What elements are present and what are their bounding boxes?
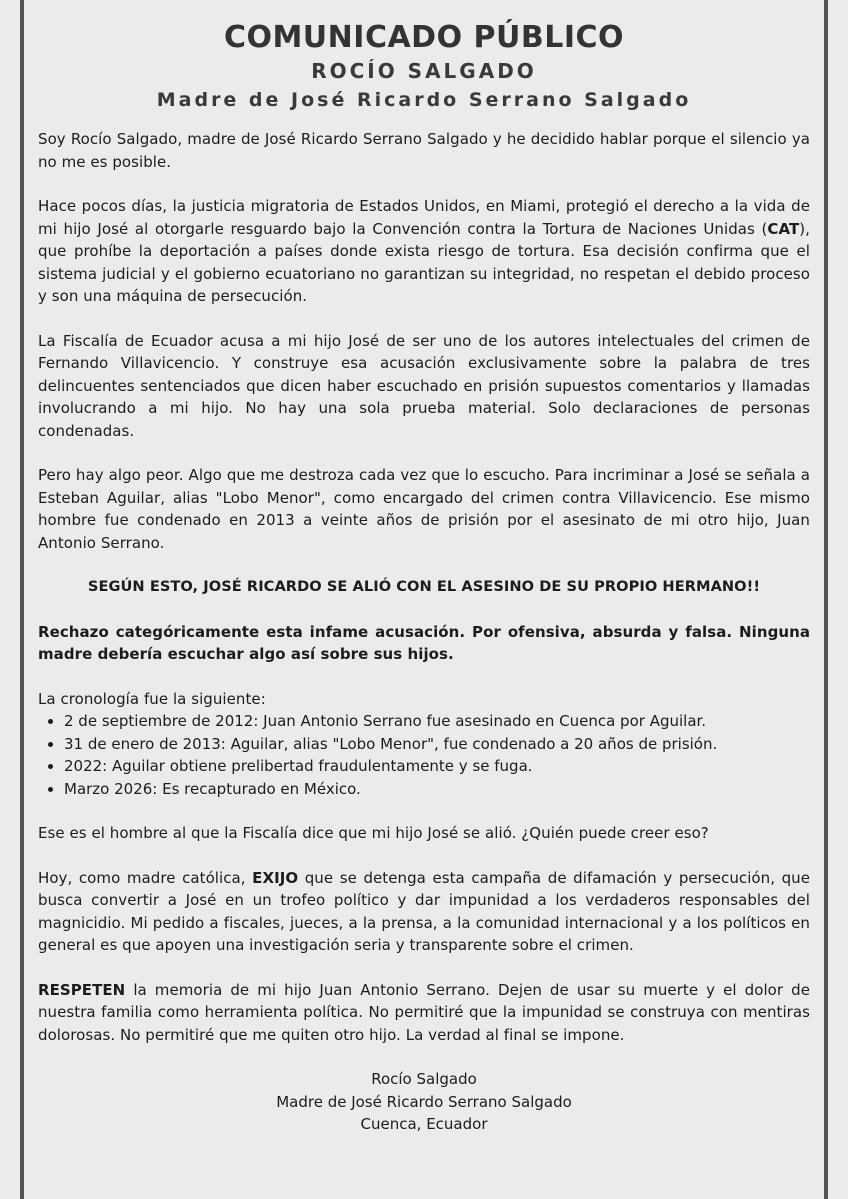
paragraph-text: Hoy, como madre católica, xyxy=(38,868,253,887)
document-page xyxy=(38,18,810,1136)
left-border-rule xyxy=(20,0,24,1199)
paragraph-accusation: La Fiscalía de Ecuador acusa a mi hijo José de ser uno de los autores intelectuales del crimen de Fernando Villavicencio. Y construye esa acusación exclusivamente sobre la palabra de tres delincuentes sentenciados que dicen haber escuchado en prisión supuestos comentarios y llamadas involucrando a mi hijo. No hay una sola prueba material. Solo declaraciones de personas condenadas. xyxy=(38,331,810,440)
signature-block xyxy=(38,1068,810,1136)
author-subtitle: Madre de José Ricardo Serrano Salgado xyxy=(156,89,692,111)
timeline-item: • 2022: Aguilar obtiene prelibertad fraudulentamente y se fuga. xyxy=(64,755,810,778)
timeline-list xyxy=(38,710,810,800)
cat-acronym: CAT xyxy=(767,219,800,238)
signature-name: Rocío Salgado xyxy=(371,1070,477,1088)
document-title: COMUNICADO PÚBLICO xyxy=(223,20,625,55)
timeline-intro: La cronología fue la siguiente: xyxy=(38,689,266,708)
exijo-emphasis: EXIJO xyxy=(252,868,299,887)
right-border-rule xyxy=(824,0,828,1199)
paragraph-rejection: Rechazo categóricamente esta infame acusación. Por ofensiva, absurda y falsa. Ninguna madre debería escuchar algo así sobre sus hijos. xyxy=(38,622,810,663)
signature-place: Cuenca, Ecuador xyxy=(360,1115,488,1133)
timeline-item: • 31 de enero de 2013: Aguilar, alias "Lobo Menor", fue condenado a 20 años de prisión. xyxy=(64,733,810,756)
paragraph-intro: Soy Rocío Salgado, madre de José Ricardo Serrano Salgado y he decidido hablar porque el silencio ya no me es posible. xyxy=(38,130,810,171)
signature-role: Madre de José Ricardo Serrano Salgado xyxy=(276,1092,572,1111)
paragraph-text: la memoria de mi hijo Juan Antonio Serrano. Dejen de usar su muerte y el dolor de nuestra familia como herramienta política. No permitiré que la impunidad se construya con mentiras dolorosas. No permitiré que me quiten otro hijo. La verdad al final se impone. xyxy=(38,980,810,1044)
timeline-item: • 2 de septiembre de 2012: Juan Antonio Serrano fue asesinado en Cuenca por Aguilar. xyxy=(64,710,810,733)
paragraph-question: Ese es el hombre al que la Fiscalía dice que mi hijo José se alió. ¿Quién puede creer eso? xyxy=(38,824,709,842)
paragraph-demand xyxy=(38,867,810,957)
respeten-emphasis: RESPETEN xyxy=(38,980,126,999)
headline-statement: SEGÚN ESTO, JOSÉ RICARDO SE ALIÓ CON EL ASESINO DE SU PROPIO HERMANO!! xyxy=(87,578,761,595)
paragraph-migration-ruling xyxy=(38,195,810,308)
paragraph-text: ), que prohíbe la deportación a países donde exista riesgo de tortura. Esa decisión confirma que el sistema judicial y el gobierno ecuatoriano no garantizan su integridad, no respetan el debido proceso y son una máquina de persecución. xyxy=(38,219,810,305)
paragraph-respect xyxy=(38,979,810,1047)
paragraph-text: Hace pocos días, la justicia migratoria de Estados Unidos, en Miami, protegió el derecho a la vida de mi hijo José al otorgarle resguardo bajo la Convención contra la Tortura de Naciones Unidas ( xyxy=(38,197,810,238)
author-name: ROCÍO SALGADO xyxy=(311,59,537,83)
timeline-item: • Marzo 2026: Es recapturado en México. xyxy=(64,778,810,801)
document-body xyxy=(38,128,810,1136)
paragraph-text: que se detenga esta campaña de difamación y persecución, que busca convertir a José en un trofeo político y dar impunidad a los verdaderos responsables del magnicidio. Mi pedido a fiscales, jueces, a la prensa, a la comunidad internacional y a los políticos en general es que apoyen una investigación seria y transparente sobre el crimen. xyxy=(38,868,810,954)
paragraph-lobo-menor: Pero hay algo peor. Algo que me destroza cada vez que lo escucho. Para incriminar a José se señala a Esteban Aguilar, alias "Lobo Menor", como encargado del crimen contra Villavicencio. Ese mismo hombre fue condenado en 2013 a veinte años de prisión por el asesinato de mi otro hijo, Juan Antonio Serrano. xyxy=(38,466,810,552)
